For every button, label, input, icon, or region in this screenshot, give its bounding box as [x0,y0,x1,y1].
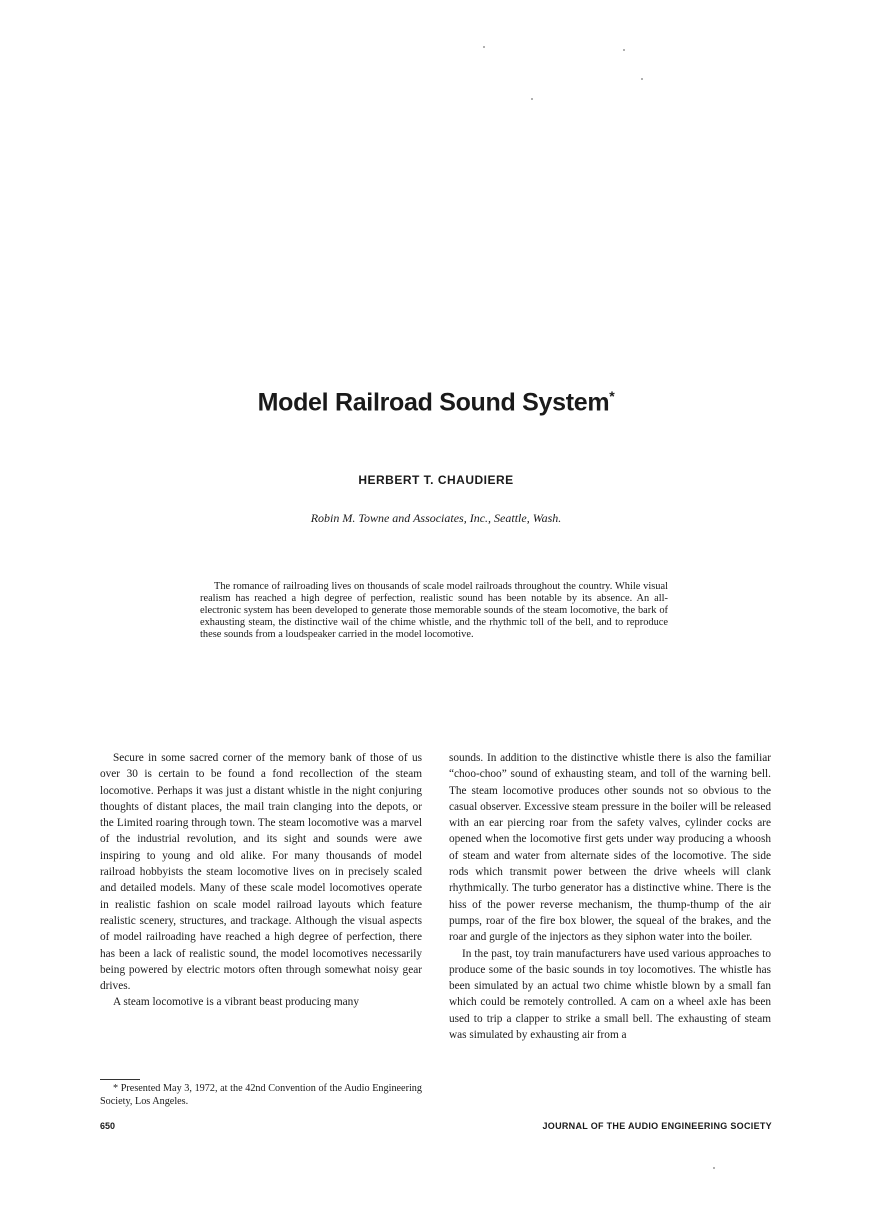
paragraph: Secure in some sacred corner of the memory bank of those of us over 30 is certain to be found a fond recollection of the steam locomotive. Perhaps it was just a distant whistle in the night conjuring thoughts of distant places, the mail train clanging into the depots, or the Limited roaring through town. The steam locomotive was a marvel of the industrial revolution, and its sight and sounds were awe inspiring to young and old alike. For many thousands of model railroad hobbyists the steam locomotive lives on in precisely scaled and detailed models. Many of these scale model locomotives operate in realistic fashion on scale model railroad layouts which feature realistic scenery, structures, and trackage. Although the visual aspects of model railroading have reached a high degree of perfection, there has been a lack of realistic sound, the model locomotives necessarily being powered by electric motors often through somewhat noisy gear drives. [100,752,422,993]
body-column-left [100,750,422,1011]
footnote-divider [100,1079,140,1080]
abstract: The romance of railroading lives on thousands of scale model railroads throughout the country. While visual realism has reached a high degree of perfection, realistic sound has been notable by its absence. An all-electronic system has been developed to generate those memorable sounds of the steam locomotive, the bark of exhausting steam, the distinctive wail of the chime whistle, and the rhythmic toll of the bell, and to reproduce these sounds from a loudspeaker carried in the model locomotive. [200,581,668,641]
scan-speck [641,78,643,80]
scan-speck [713,1167,715,1169]
footnote-marker: * [609,388,615,404]
page-number: 650 [100,1121,116,1131]
footnote: * Presented May 3, 1972, at the 42nd Convention of the Audio Engineering Society, Los Angeles. [100,1083,422,1107]
journal-name: JOURNAL OF THE AUDIO ENGINEERING SOCIETY [542,1121,772,1131]
body-column-right [449,750,771,1043]
paragraph: A steam locomotive is a vibrant beast producing many [113,996,359,1009]
author-affiliation: Robin M. Towne and Associates, Inc., Seattle, Wash. [310,511,562,525]
paragraph: sounds. In addition to the distinctive whistle there is also the familiar “choo-choo” sound of exhausting steam, and toll of the warning bell. The steam locomotive produces other sounds not so obvious to the casual observer. Excessive steam pressure in the boiler will be released with an ear piercing roar from the safety valves, cylinder cocks are opened when the locomotive first gets under way producing a whoosh of steam and water from alternate sides of the locomotive. The side rods which transmit power between the drive wheels will clank rhythmically. The turbo generator has a distinctive whine. There is the hiss of the power reverse mechanism, the thump-thump of the air pumps, roar of the fire box blower, the squeal of the brakes, and the roar and gurgle of the injectors as they siphon water into the boiler. [449,752,771,944]
paragraph: In the past, toy train manufacturers have used various approaches to produce some of the basic sounds in toy locomotives. The whistle has been simulated by an actual two chime whistle blown by a small fan which could be remotely controlled. A cam on a wheel axle has been used to trip a clapper to strike a small bell. The exhausting of steam was simulated by exhausting air from a [449,947,771,1042]
scan-speck [483,46,485,48]
author-name: HERBERT T. CHAUDIERE [358,473,514,487]
article-title [0,388,872,417]
scan-speck [531,98,533,100]
article-title-text: Model Railroad Sound System [257,388,610,417]
scan-speck [623,49,625,51]
